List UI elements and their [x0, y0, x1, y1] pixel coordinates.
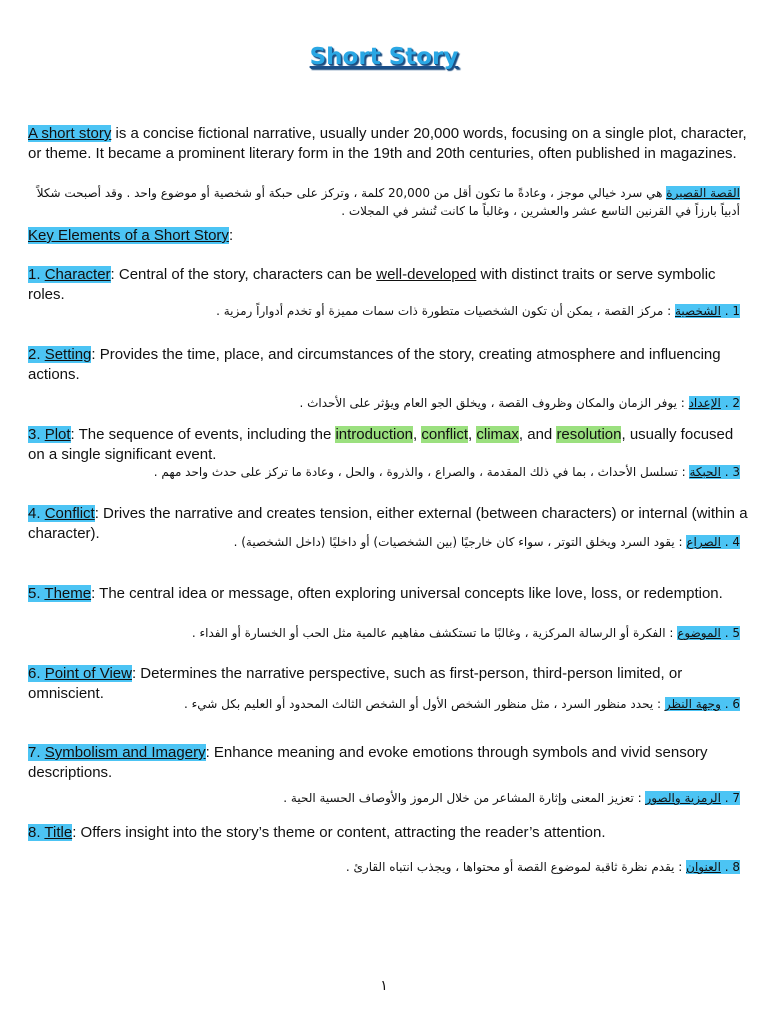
- element-1-arabic-text: : مركز القصة ، يمكن أن تكون الشخصيات متطورة ذات سمات مميزة أو تخدم أدواراً رمزية .: [216, 304, 675, 318]
- element-5-term: Theme: [44, 585, 92, 602]
- element-7-arabic-text: : تعزيز المعنى وإثارة المشاعر من خلال الرموز والأوصاف الحسية الحية .: [283, 791, 646, 805]
- element-4-term-box: [28, 505, 95, 522]
- element-2-arabic-number: 2 .: [720, 396, 740, 410]
- intro-arabic-text: هي سرد خيالي موجز ، وعادةً ما تكون أقل من 20,000 كلمة ، وتركز على حبكة أو شخصية أو موضوع واحد . وقد أصبحت شكلاً أدبياً بارزاً في القرنين التاسع عشر والعشرين ، وغالباً ما كانت تُنشر في المجلات .: [36, 186, 740, 218]
- element-7-arabic-term: الرمزية والصور: [645, 791, 721, 805]
- element-7-term: Symbolism and Imagery: [44, 744, 206, 761]
- element-6-arabic-number: 6 .: [720, 697, 740, 711]
- element-6-term-box: [28, 665, 132, 682]
- element-1-post: with distinct traits or serve symbolic roles.: [28, 266, 716, 303]
- intro-paragraph: [28, 124, 748, 164]
- element-1-arabic-number: 1 .: [720, 304, 740, 318]
- element-4-arabic-text: : يقود السرد ويخلق التوتر ، سواء كان خارجيًا (بين الشخصيات) أو داخليًا (داخل الشخصية) .: [233, 535, 687, 549]
- element-6-arabic-text: : يحدد منظور السرد ، مثل منظور الشخص الأول أو الشخص الثالث المحدود أو العليم بكل شيء .: [183, 697, 665, 711]
- page-title: Short Story: [309, 44, 459, 70]
- element-5-arabic-term-box: [677, 626, 740, 640]
- element-3-introduction: introduction: [335, 426, 414, 443]
- element-3-sep-3: , and: [518, 426, 557, 443]
- element-3-pre: : The sequence of events, including the: [70, 426, 336, 443]
- page-number: ١: [380, 978, 388, 994]
- element-5-arabic-text: : الفكرة أو الرسالة المركزية ، وغالبًا ما تستكشف مفاهيم عالمية مثل الحب أو الخسارة أو الفداء .: [191, 626, 678, 640]
- element-3-plot: [28, 425, 748, 465]
- element-4-number: 4.: [28, 505, 45, 522]
- intro-term: A short story: [28, 125, 112, 142]
- element-2-term-box: [28, 346, 91, 363]
- element-6-arabic-term-box: [665, 697, 740, 711]
- key-elements-heading-text: Key Elements of a Short Story: [28, 227, 229, 244]
- element-6-text: : Determines the narrative perspective, such as first-person, third-person limited, or omniscient.: [28, 665, 683, 702]
- element-8-title: [28, 823, 748, 843]
- element-3-term: Plot: [44, 426, 71, 443]
- element-8-number: 8.: [28, 824, 45, 841]
- element-3-climax: climax: [476, 426, 519, 443]
- element-3-number: 3.: [28, 426, 45, 443]
- element-7-number: 7.: [28, 744, 45, 761]
- element-7-symbolism-imagery: [28, 743, 748, 783]
- element-4-arabic-term: الصراع: [686, 535, 721, 549]
- element-6-number: 6.: [28, 665, 45, 682]
- element-3-arabic: [20, 463, 740, 481]
- element-7-arabic: [20, 789, 740, 807]
- element-5-number: 5.: [28, 585, 45, 602]
- element-4-arabic-number: 4 .: [720, 535, 740, 549]
- element-3-arabic-text: : تسلسل الأحداث ، بما في ذلك المقدمة ، والصراع ، والذروة ، والحل ، وعادة ما تركز على حدث واحد مهم .: [153, 465, 690, 479]
- element-5-text: : The central idea or message, often exploring universal concepts like love, loss, or redemption.: [91, 585, 723, 602]
- element-1-arabic: [20, 302, 740, 320]
- intro-arabic: [20, 184, 740, 220]
- element-3-sep-1: ,: [413, 426, 422, 443]
- element-8-term-box: [28, 824, 72, 841]
- element-5-theme: [28, 584, 748, 604]
- element-1-arabic-term: الشخصية: [675, 304, 721, 318]
- element-4-term: Conflict: [44, 505, 95, 522]
- element-3-arabic-number: 3 .: [720, 465, 740, 479]
- element-2-setting: [28, 345, 748, 385]
- element-2-term: Setting: [44, 346, 92, 363]
- element-5-arabic: [20, 624, 740, 642]
- element-5-arabic-term: الموضوع: [677, 626, 721, 640]
- element-2-text: : Provides the time, place, and circumstances of the story, creating atmosphere and influencing actions.: [28, 346, 721, 383]
- element-8-arabic-term-box: [686, 860, 740, 874]
- element-1-pre: : Central of the story, characters can be: [110, 266, 377, 283]
- element-5-term-box: [28, 585, 91, 602]
- element-6-term: Point of View: [44, 665, 132, 682]
- element-3-arabic-term-box: [689, 465, 740, 479]
- element-1-character: [28, 265, 748, 305]
- element-4-arabic: [20, 533, 740, 551]
- element-7-text: : Enhance meaning and evoke emotions through symbols and vivid sensory descriptions.: [28, 744, 708, 781]
- element-6-arabic-term: وجهة النظر: [664, 697, 721, 711]
- element-3-arabic-term: الحبكة: [689, 465, 721, 479]
- element-1-term-box: [28, 266, 111, 283]
- element-8-arabic-term: العنوان: [686, 860, 721, 874]
- element-1-underlined-word: well-developed: [376, 266, 477, 283]
- element-4-text: : Drives the narrative and creates tension, either external (between characters) or internal (within a character).: [28, 505, 748, 542]
- element-8-arabic-text: : يقدم نظرة ثاقبة لموضوع القصة أو محتواها ، ويجذب انتباه القارئ .: [345, 860, 687, 874]
- element-6-arabic: [20, 695, 740, 713]
- element-3-post: , usually focused on a single significant event.: [28, 426, 734, 463]
- element-1-number: 1.: [28, 266, 45, 283]
- element-2-arabic: [20, 394, 740, 412]
- intro-text: is a concise fictional narrative, usually under 20,000 words, focusing on a single plot, character, or theme. It became a prominent literary form in the 19th and 20th centuries, often published in magazines.: [28, 125, 747, 162]
- element-1-arabic-term-box: [675, 304, 740, 318]
- element-4-arabic-term-box: [686, 535, 740, 549]
- element-3-conflict: conflict: [421, 426, 469, 443]
- element-8-text: : Offers insight into the story’s theme or content, attracting the reader’s attention.: [72, 824, 606, 841]
- element-2-number: 2.: [28, 346, 45, 363]
- element-8-arabic: [20, 858, 740, 876]
- intro-arabic-term: القصة القصيرة: [666, 186, 740, 200]
- element-8-arabic-number: 8 .: [720, 860, 740, 874]
- element-7-arabic-term-box: [645, 791, 740, 805]
- element-2-arabic-term: الإعداد: [688, 396, 721, 410]
- key-elements-colon: :: [228, 227, 234, 244]
- element-8-term: Title: [44, 824, 73, 841]
- element-3-sep-2: ,: [468, 426, 477, 443]
- element-2-arabic-text: : يوفر الزمان والمكان وظروف القصة ، ويخلق الجو العام ويؤثر على الأحداث .: [299, 396, 689, 410]
- element-1-term: Character: [44, 266, 111, 283]
- element-3-term-box: [28, 426, 71, 443]
- element-7-arabic-number: 7 .: [720, 791, 740, 805]
- element-7-term-box: [28, 744, 206, 761]
- key-elements-heading: [28, 226, 748, 246]
- element-5-arabic-number: 5 .: [720, 626, 740, 640]
- element-2-arabic-term-box: [689, 396, 740, 410]
- element-3-resolution: resolution: [556, 426, 622, 443]
